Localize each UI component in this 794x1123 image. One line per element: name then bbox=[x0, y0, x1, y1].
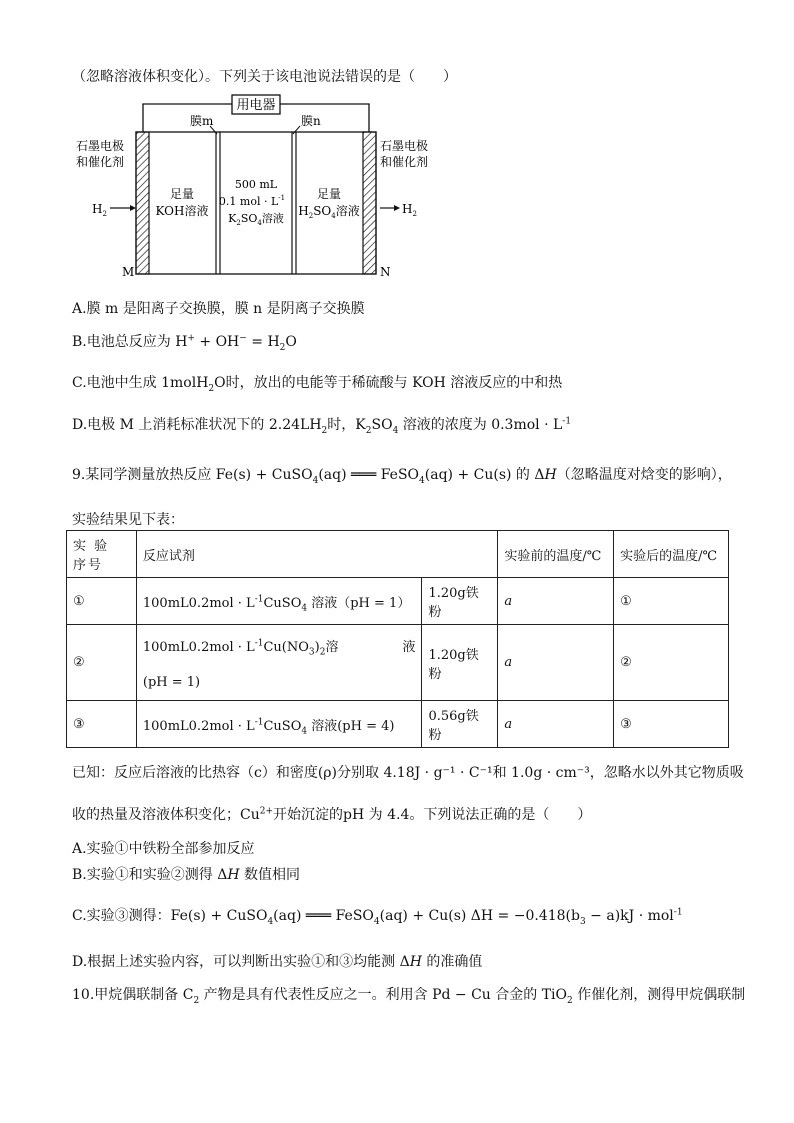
row1-iron: 1.20g铁粉 bbox=[422, 578, 498, 625]
left-solution-1: 足量 bbox=[169, 187, 195, 201]
q9-known-1: 已知：反应后溶液的比热容（c）和密度(ρ)分别取 4.18J · g⁻¹ · C⁻¹和 1.0g · cm⁻³，忽略水以外其它物质吸 bbox=[72, 765, 744, 781]
row2-reagent: $100mL0.2mol \cdot L^{-1}Cu(NO_3)_2$溶 液 (pH = 1) bbox=[136, 625, 422, 701]
h2-left-sub: 2 bbox=[102, 210, 107, 218]
table-header-row bbox=[67, 531, 729, 578]
row2-no: ② bbox=[67, 625, 137, 701]
table-row bbox=[67, 578, 729, 625]
left-electrode-label-2: 和催化剂 bbox=[76, 155, 125, 169]
experiment-table bbox=[66, 530, 729, 748]
row2-after: ② bbox=[614, 625, 729, 701]
right-electrode-label-1: 石墨电极 bbox=[380, 139, 429, 153]
label-N: N bbox=[380, 265, 391, 279]
q9-option-d: D.根据上述实验内容，可以判断出实验①和③均能测 ΔH 的准确值 bbox=[72, 954, 483, 970]
left-wire bbox=[143, 104, 232, 132]
row3-after: ③ bbox=[614, 701, 729, 748]
row2-before: a bbox=[498, 625, 614, 701]
row3-reagent: $100mL0.2mol \cdot L^{-1}CuSO_4$ 溶液(pH = 4) bbox=[136, 701, 422, 748]
mid-solution-3e: 溶液 bbox=[261, 212, 284, 225]
q8-option-d: D.电极 M 上消耗标准状况下的 $2.24LH_2$时，$K_2SO_4$ 溶液的浓度为 $0.3mol \cdot L^{-1}$ bbox=[72, 416, 572, 436]
header-before: 实验前的温度/℃ bbox=[498, 531, 614, 578]
row1-before: a bbox=[498, 578, 614, 625]
electrode-N bbox=[363, 132, 376, 274]
table-row bbox=[67, 625, 729, 701]
h2-left-arrowhead bbox=[130, 205, 136, 211]
battery-diagram bbox=[76, 92, 446, 282]
header-after: 实验后的温度/℃ bbox=[614, 531, 729, 578]
right-wire bbox=[280, 104, 369, 132]
svg-text:H2SO4溶液 bbox=[298, 203, 359, 220]
header-no: 实 验 序号 bbox=[67, 531, 137, 578]
mid-solution-2-sup: -1 bbox=[278, 194, 286, 202]
row1-after: ① bbox=[614, 578, 729, 625]
right-solution-2b: 2 bbox=[308, 212, 314, 220]
right-solution-2c: SO bbox=[313, 204, 332, 218]
header-reagent: 反应试剂 bbox=[136, 531, 498, 578]
mid-solution-3a: K bbox=[228, 212, 237, 225]
q10-stem: 10.甲烷偶联制备 $C_2$ 产物是具有代表性反应之一。利用含 Pd − Cu 合金的 TiO$_2$ 作催化剂，测得甲烷偶联制 bbox=[72, 987, 746, 1006]
row3-no: ③ bbox=[67, 701, 137, 748]
right-solution-2d: 4 bbox=[331, 212, 336, 220]
svg-text:H2 bbox=[402, 202, 417, 218]
row3-before: a bbox=[498, 701, 614, 748]
svg-text:H2 bbox=[92, 202, 107, 218]
electrode-M bbox=[136, 132, 149, 274]
q8-option-b: B.电池总反应为 $H^+ + OH^- = H_2O$ bbox=[72, 333, 297, 353]
svg-text:0.1 mol · L-1 bbox=[219, 194, 285, 208]
h2-right-arrowhead bbox=[394, 205, 400, 211]
q9-option-a: A.实验①中铁粉全部参加反应 bbox=[72, 841, 255, 857]
row1-reagent: $100mL0.2mol \cdot L^{-1}CuSO_4$ 溶液（pH = 1） bbox=[136, 578, 422, 625]
left-solution-2: KOH溶液 bbox=[155, 204, 209, 218]
mid-solution-1: 500 mL bbox=[234, 178, 278, 191]
h2-left-label: H bbox=[92, 202, 103, 216]
svg-text:K2SO4溶液 bbox=[228, 211, 284, 227]
mid-solution-3c: SO bbox=[240, 212, 258, 225]
q9-known-2: 收的热量及溶液体积变化；$Cu^{2+}$开始沉淀的pH 为 4.4。下列说法正确的是（ ） bbox=[72, 806, 592, 823]
row3-iron: 0.56g铁粉 bbox=[422, 701, 498, 748]
q9-stem: 9.某同学测量放热反应 Fe(s) + CuSO$_4$(aq) ═══ FeSO$_4$(aq) + Cu(s) 的 ΔH（忽略温度对焓变的影响）， bbox=[72, 467, 732, 486]
membrane-n-label: 膜n bbox=[301, 114, 321, 128]
row2-iron: 1.20g铁粉 bbox=[422, 625, 498, 701]
device-label: 用电器 bbox=[236, 98, 276, 113]
h2-right-label: H bbox=[402, 202, 413, 216]
right-solution-2a: H bbox=[298, 204, 309, 218]
q8-option-a: A.膜 m 是阳离子交换膜，膜 n 是阴离子交换膜 bbox=[72, 301, 365, 317]
mid-solution-3d: 4 bbox=[257, 219, 262, 227]
intro-line: （忽略溶液体积变化）。下列关于该电池说法错误的是（ ） bbox=[72, 69, 457, 85]
right-solution-1: 足量 bbox=[316, 187, 342, 201]
q9-option-c: C.实验③测得：Fe(s) + CuSO$_4$(aq) ═══ FeSO$_4$(aq) + Cu(s) $\Delta H = -0.418(b_3 - a)kJ \cdot mol^{-1}$ bbox=[72, 907, 683, 927]
label-M: M bbox=[122, 265, 135, 279]
row1-no: ① bbox=[67, 578, 137, 625]
mid-solution-3b: 2 bbox=[236, 219, 241, 227]
left-electrode-label-1: 石墨电极 bbox=[76, 139, 125, 153]
right-electrode-label-2: 和催化剂 bbox=[380, 155, 429, 169]
q9-stem-2: 实验结果见下表： bbox=[72, 512, 184, 528]
mid-solution-2: 0.1 mol · L bbox=[218, 195, 279, 208]
right-solution-2e: 溶液 bbox=[335, 204, 360, 218]
q8-option-c: C.电池中生成 1molH$_2$O时，放出的电能等于稀硫酸与 KOH 溶液反应的中和热 bbox=[72, 375, 563, 394]
h2-right-sub: 2 bbox=[412, 210, 417, 218]
q9-option-b: B.实验①和实验②测得 ΔH 数值相同 bbox=[72, 867, 300, 883]
membrane-m-label: 膜m bbox=[190, 114, 214, 128]
table-row bbox=[67, 701, 729, 748]
